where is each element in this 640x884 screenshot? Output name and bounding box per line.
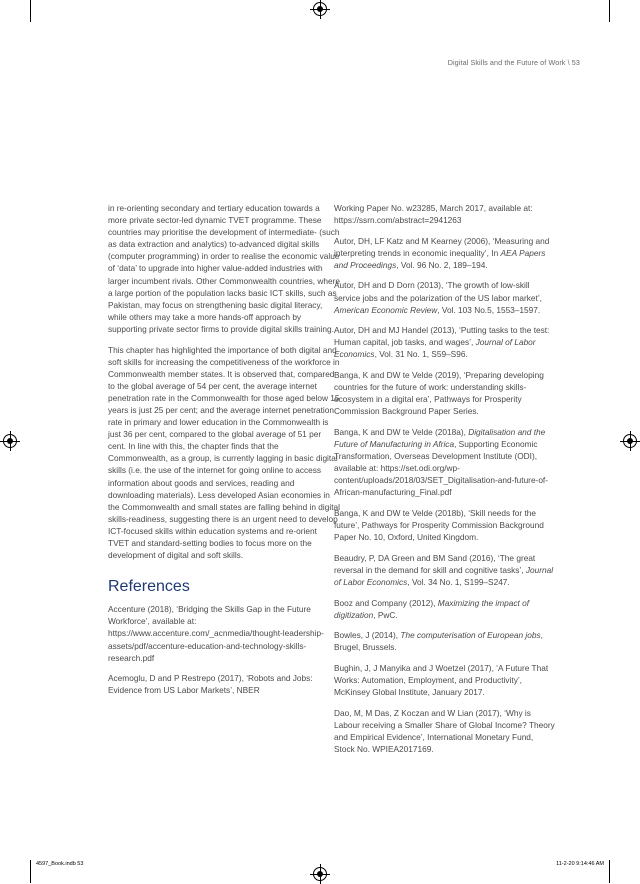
reference-entry: Dao, M, M Das, Z Koczan and W Lian (2017), ‘Why is Labour receiving a Smaller Share of Global Income? Theory and Empirical Evidence’, International Monetary Fund, Stock No. WPIEA2017169. [334, 707, 555, 754]
reference-entry: Autor, DH, LF Katz and M Kearney (2006), ‘Measuring and interpreting trends in economic inequality’, In AEA Papers and Proceedings, Vol. 96 No. 2, 189–194. [334, 235, 550, 270]
reference-entry: Bowles, J (2014), The computerisation of European jobs, Brugel, Brussels. [334, 630, 543, 653]
crop-mark-top-left-v [30, 0, 31, 22]
left-column [108, 202, 340, 705]
body-paragraph: This chapter has highlighted the importance of both digital and soft skills for increasing the competitiveness of the workforce in Commonwealth member states. It is observed that, compared to the global average of 54 per cent, the average internet penetration rate in the Commonwealth for those aged below 15 years is just 25 per cent; and the average internet penetration rate in primary and lower education in the Commonwealth is just 36 per cent, compared to the global average of 51 per cent. In line with this, the chapter finds that the Commonwealth, as a group, is currently lagging in basic digital skills (i.e. the use of the internet for going online to access information about goods and services, reading and downloading materials). Less developed Asian economies in the Commonwealth and small states are falling behind in digital skills-readiness, suggesting there is an urgent need to develop ICT-focused skills within education systems and re-orient TVET and standard-setting bodies to focus more on the development of digital and soft skills. [108, 344, 340, 561]
reference-entry: Working Paper No. w23285, March 2017, available at: https://ssrn.com/abstract=2941263 [334, 203, 533, 226]
reference-entry: Booz and Company (2012), Maximizing the impact of digitization, PwC. [334, 597, 530, 620]
crop-mark-bottom-right-v [609, 860, 610, 883]
references-heading: References [108, 578, 190, 596]
registration-mark-bottom [313, 867, 327, 881]
reference-entry: Banga, K and DW te Velde (2019), ‘Preparing developing countries for the future of work: understanding skills-ecosystem in a digital era’, Pathways for Prosperity Commission Background Paper Series. [334, 370, 544, 417]
right-column [334, 202, 556, 764]
crop-mark-top-right-v [609, 0, 610, 22]
body-paragraph: in re-orienting secondary and tertiary education towards a more private sector-led dynamic TVET programme. These countries may prioritise the development of intermediate- (such as data extraction and analytics) to-advanced digital skills (computer programming) in order to realise the economic value of ‘data’ to upgrade into higher value-added industries with larger incumbent rivals. Other Commonwealth countries, where a large portion of the population lacks basic ICT skills, such as Pakistan, may focus on strengthening basic digital literacy, while others may take a more hands-off approach by supporting private sector firms to provide digital skills training. [108, 203, 340, 334]
running-head: Digital Skills and the Future of Work \ 53 [447, 58, 580, 67]
reference-entry: Banga, K and DW te Velde (2018a), Digitalisation and the Future of Manufacturing in Africa, Supporting Economic Transformation, Overseas Development Institute (ODI), available at: https://set.odi.org/wp-content/uploads/2018/03/SET_Digitalisation-and-future-of-African-manufacturing_Final.pdf [334, 426, 549, 498]
print-slug-right: 11-2-20 9:14:46 AM [556, 861, 604, 867]
reference-entry: Autor, DH and D Dorn (2013), ‘The growth of low-skill service jobs and the polarization of the US labor market’, American Economic Review, Vol. 103 No.5, 1553–1597. [334, 280, 542, 315]
reference-entry: Acemoglu, D and P Restrepo (2017), ‘Robots and Jobs: Evidence from US Labor Markets’, NBER [108, 673, 313, 696]
reference-entry: Banga, K and DW te Velde (2018b), ‘Skill needs for the future’, Pathways for Prosperity Commission Background Paper No. 10, Oxford, United Kingdom. [334, 507, 544, 543]
reference-entry: Accenture (2018), ‘Bridging the Skills Gap in the Future Workforce’, available at: https://www.accenture.com/_acnmedia/thought-leadership-assets/pdf/accenture-education-and-technology-skills-research.pdf [108, 604, 324, 663]
registration-mark-left [3, 434, 17, 448]
reference-entry: Bughin, J, J Manyika and J Woetzel (2017), ‘A Future That Works: Automation, Employment, and Productivity’, McKinsey Global Institute, January 2017. [334, 662, 549, 698]
reference-entry: Autor, DH and MJ Handel (2013), ‘Putting tasks to the test: Human capital, job tasks, and wages’, Journal of Labor Economics, Vol. 31 No. 1, S59–S96. [334, 325, 550, 360]
registration-mark-right [623, 434, 637, 448]
print-slug-left: 4597_Book.indb 53 [36, 861, 84, 867]
reference-entry: Beaudry, P, DA Green and BM Sand (2016), ‘The great reversal in the demand for skill and cognitive tasks’, Journal of Labor Economics, Vol. 34 No. 1, S199–S247. [334, 552, 554, 587]
crop-mark-bottom-left-v [30, 860, 31, 883]
registration-mark-top [313, 2, 327, 16]
